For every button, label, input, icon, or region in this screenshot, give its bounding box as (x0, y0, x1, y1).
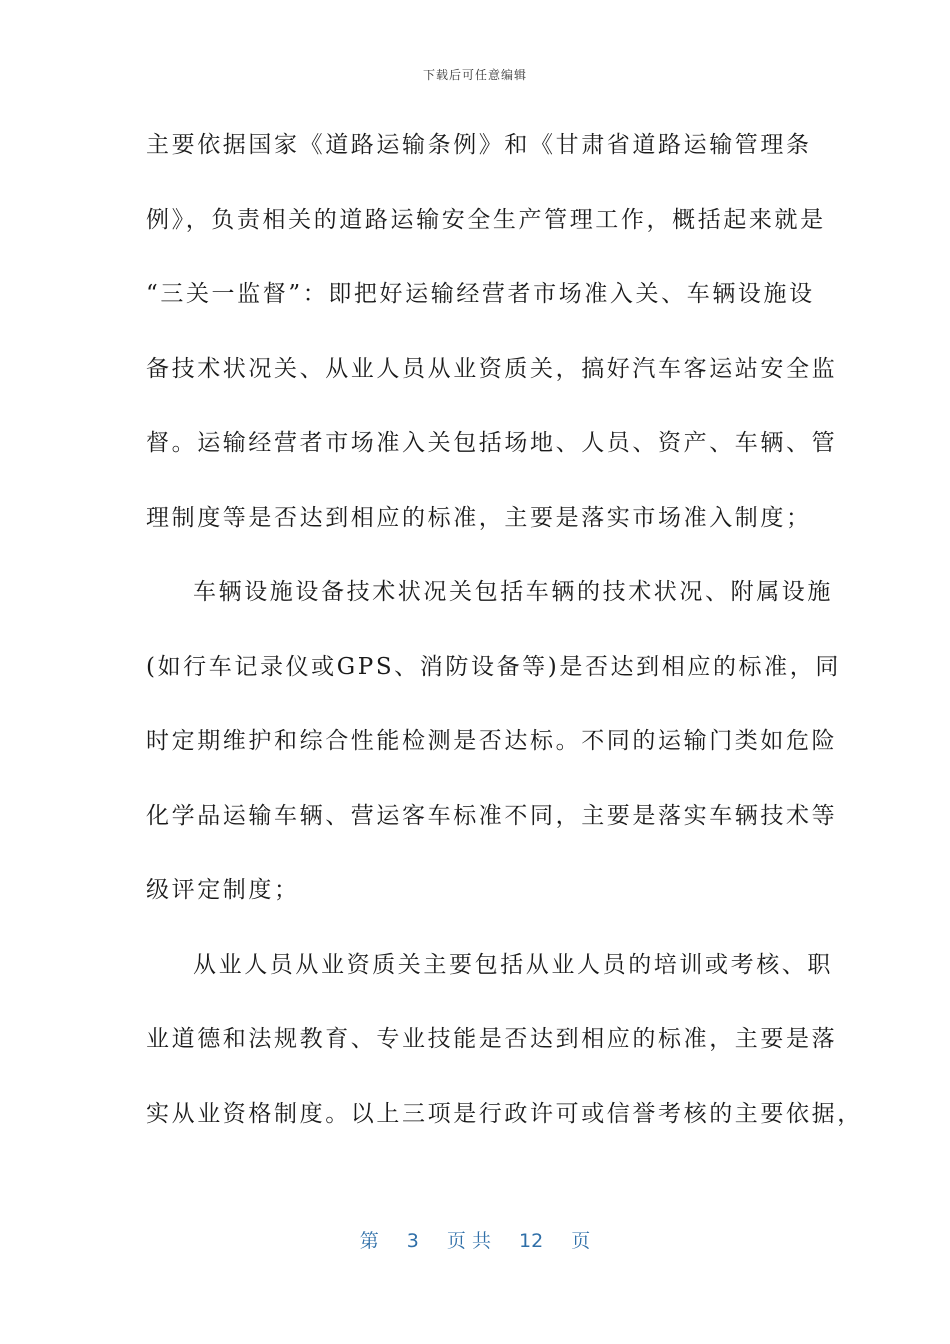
paragraph-start-line: 车辆设施设备技术状况关包括车辆的技术状况、附属设施 (193, 579, 833, 605)
text-line: 级评定制度； (146, 877, 300, 903)
text-line: 督。运输经营者市场准入关包括场地、人员、资产、车辆、管 (146, 430, 838, 456)
text-line: 化学品运输车辆、营运客车标准不同，主要是落实车辆技术等 (146, 802, 838, 829)
document-body (146, 108, 863, 1151)
page-header: 下载后可任意编辑 (422, 68, 527, 82)
text-line: 实从业资格制度。以上三项是行政许可或信誉考核的主要依据， (146, 1100, 863, 1127)
text-line: 例》，负责相关的道路运输安全生产管理工作，概括起来就是 (146, 206, 826, 233)
text-line: 时定期维护和综合性能检测是否达标。不同的运输门类如危险 (146, 728, 838, 754)
text-line: 理制度等是否达到相应的标准，主要是落实市场准入制度； (146, 504, 812, 531)
footer-suffix: 页 (571, 1230, 591, 1252)
paragraph-start-line: 从业人员从业资质关主要包括从业人员的培训或考核、职 (193, 951, 833, 978)
page-footer (0, 1226, 950, 1253)
text-line: 业道德和法规教育、专业技能是否达到相应的标准，主要是落 (146, 1026, 838, 1052)
text-line: “三关一监督”：即把好运输经营者市场准入关、车辆设施设 (146, 281, 815, 307)
total-pages-number: 12 (519, 1230, 544, 1252)
footer-prefix: 第 (359, 1230, 379, 1252)
footer-middle: 页 共 (446, 1230, 491, 1252)
text-line: 主要依据国家《道路运输条例》和《甘肃省道路运输管理条 (146, 132, 812, 158)
text-line: (如行车记录仪或GPS、消防设备等)是否达到相应的标准，同 (146, 653, 841, 680)
text-line: 备技术状况关、从业人员从业资质关，搞好汽车客运站安全监 (146, 355, 838, 382)
current-page-number: 3 (406, 1230, 419, 1252)
